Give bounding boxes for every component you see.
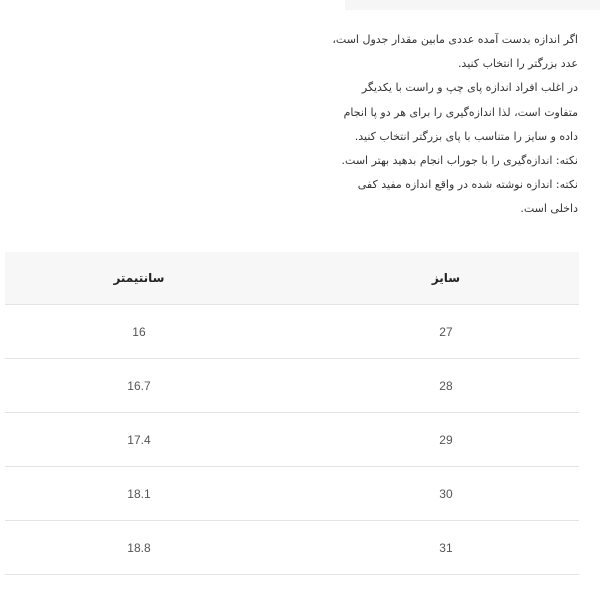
size-cell: 29 (273, 413, 579, 467)
table-header-row (5, 252, 579, 305)
note-line: در اغلب افراد اندازه پای چپ و راست با یکدیگر (361, 81, 578, 95)
centimeter-cell: 16 (5, 305, 273, 359)
table-row (5, 413, 579, 467)
size-cell: 27 (273, 305, 579, 359)
size-cell: 31 (273, 521, 579, 575)
centimeter-cell: 16.7 (5, 359, 273, 413)
note-line: متفاوت است، لذا اندازه‌گیری را برای هر دو پا انجام (343, 105, 578, 119)
centimeter-cell: 17.4 (5, 413, 273, 467)
centimeter-cell: 18.1 (5, 467, 273, 521)
header-size: سایز (273, 252, 579, 305)
header-centimeter: سانتیمتر (5, 252, 273, 305)
table-row (5, 521, 579, 575)
note-line: نکته: اندازه نوشته شده در واقع اندازه مفید کفی (357, 178, 578, 192)
size-chart-table (5, 252, 579, 575)
table-row (5, 359, 579, 413)
table-row (5, 305, 579, 359)
top-background-strip (345, 0, 600, 10)
table-row (5, 467, 579, 521)
note-line: عدد بزرگتر را انتخاب کنید. (457, 57, 578, 71)
note-line: نکته: اندازه‌گیری را با جوراب انجام بدهید بهتر است. (341, 154, 578, 168)
size-guide-notes (308, 28, 578, 222)
centimeter-cell: 18.8 (5, 521, 273, 575)
note-line: اگر اندازه بدست آمده عددی مابین مقدار جدول است، (332, 33, 578, 46)
size-cell: 28 (273, 359, 579, 413)
size-cell: 30 (273, 467, 579, 521)
note-line: داخلی است. (520, 202, 578, 216)
note-line: داده و سایز را متناسب با پای بزرگتر انتخاب کنید. (354, 129, 578, 143)
